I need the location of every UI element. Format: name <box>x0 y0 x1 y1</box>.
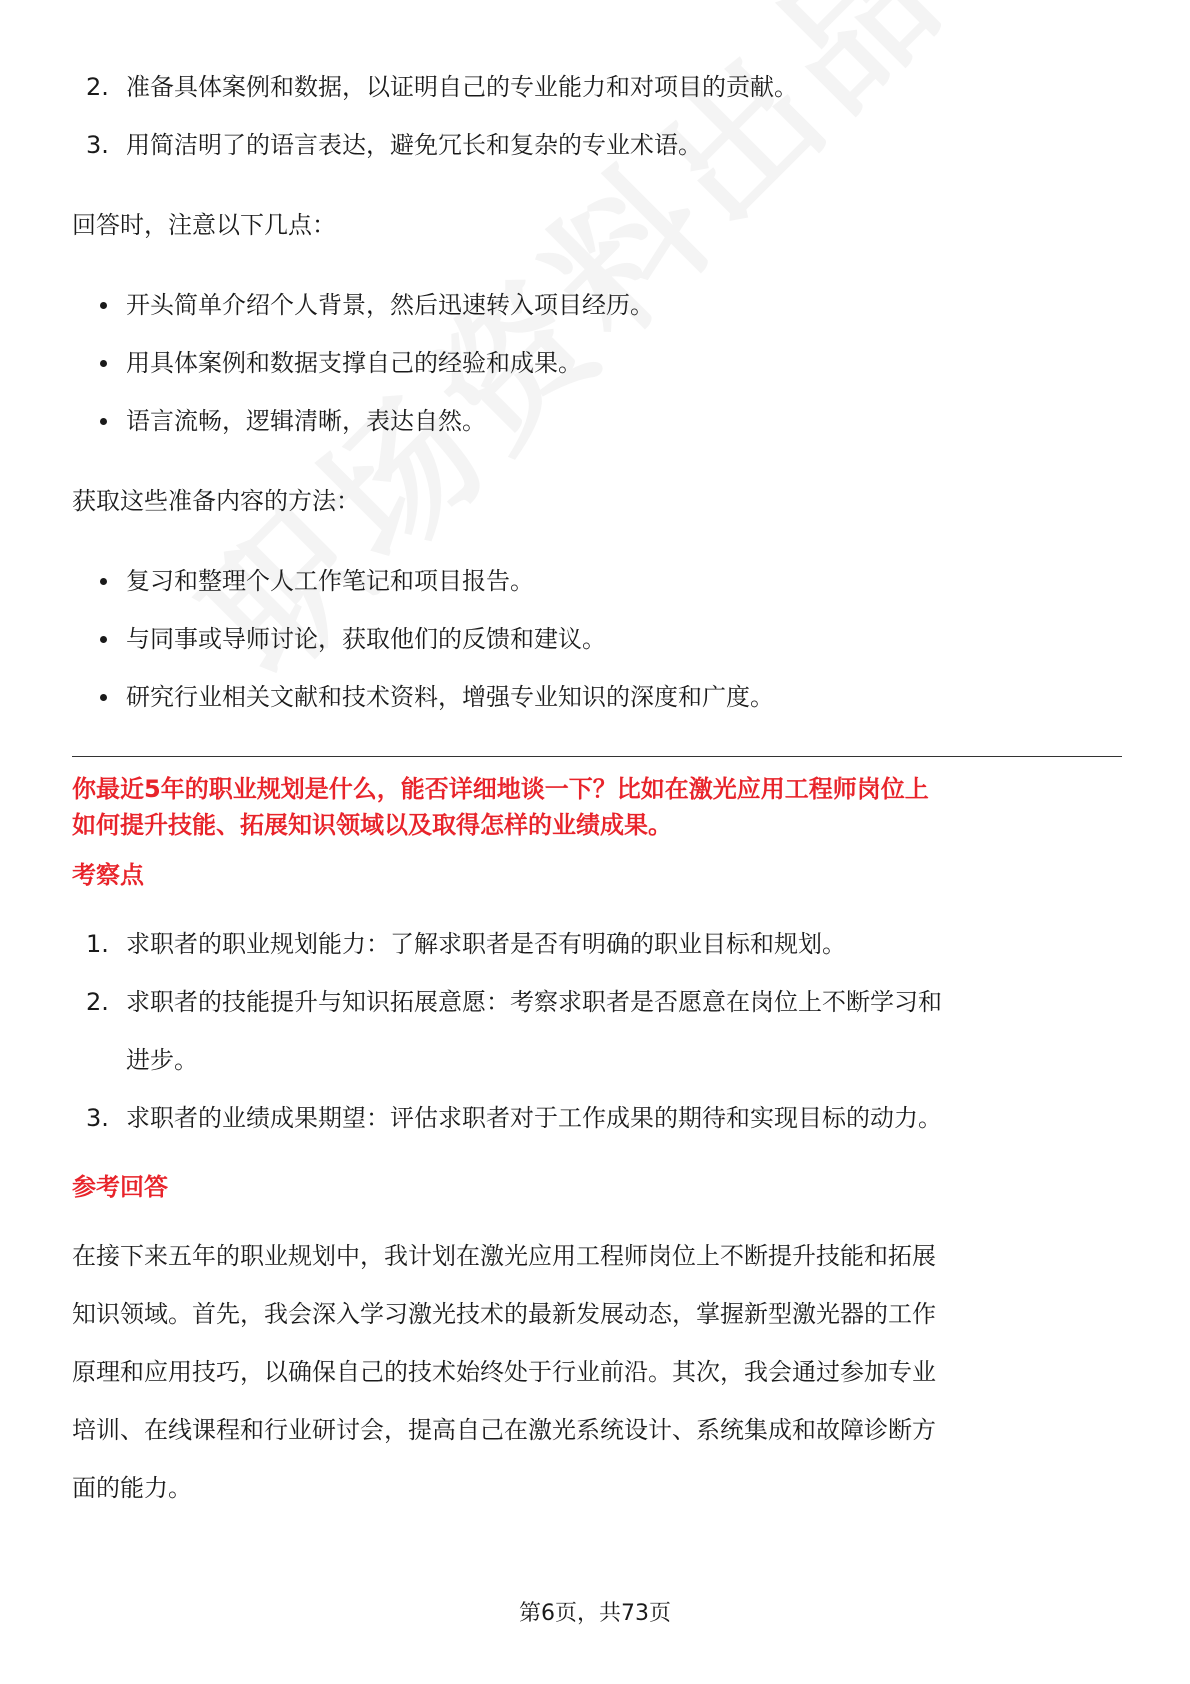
exam-points-list <box>72 915 1122 1147</box>
list-item <box>72 1089 1122 1147</box>
list-number: 1. <box>86 930 109 958</box>
attention-heading: 回答时，注意以下几点： <box>72 211 336 239</box>
bullet-icon <box>100 360 107 367</box>
list-item-text: 复习和整理个人工作笔记和项目报告。 <box>126 567 534 595</box>
list-item-text: 研究行业相关文献和技术资料，增强专业知识的深度和广度。 <box>126 683 774 711</box>
methods-bullet-list <box>72 552 1122 726</box>
list-item <box>72 973 1122 1089</box>
list-number: 3. <box>86 1104 109 1132</box>
list-item <box>72 334 1122 392</box>
list-item <box>72 392 1122 450</box>
list-item <box>72 552 1122 610</box>
methods-heading: 获取这些准备内容的方法： <box>72 487 360 515</box>
page-footer: 第6页，共73页 <box>519 1601 671 1626</box>
top-numbered-list <box>72 58 1122 174</box>
exam-points-heading: 考察点 <box>72 861 144 889</box>
answer-line: 在接下来五年的职业规划中，我计划在激光应用工程师岗位上不断提升技能和拓展 <box>72 1242 936 1270</box>
answer-line: 原理和应用技巧，以确保自己的技术始终处于行业前沿。其次，我会通过参加专业 <box>72 1358 936 1386</box>
bullet-icon <box>100 302 107 309</box>
list-item <box>72 276 1122 334</box>
list-number: 3. <box>86 131 109 159</box>
list-item-text: 求职者的技能提升与知识拓展意愿：考察求职者是否愿意在岗位上不断学习和 <box>126 988 942 1016</box>
answer-line: 培训、在线课程和行业研讨会，提高自己在激光系统设计、系统集成和故障诊断方 <box>72 1416 936 1444</box>
question-line-2: 如何提升技能、拓展知识领域以及取得怎样的业绩成果。 <box>72 811 672 839</box>
list-number: 2. <box>86 73 109 101</box>
answer-line: 知识领域。首先，我会深入学习激光技术的最新发展动态，掌握新型激光器的工作 <box>72 1300 936 1328</box>
reference-answer-body <box>72 1227 1122 1517</box>
answer-line: 面的能力。 <box>72 1474 192 1502</box>
attention-bullet-list <box>72 276 1122 450</box>
list-item-text-continued: 进步。 <box>126 1046 198 1074</box>
list-item-text: 求职者的业绩成果期望：评估求职者对于工作成果的期待和实现目标的动力。 <box>126 1104 942 1132</box>
list-item-text: 与同事或导师讨论，获取他们的反馈和建议。 <box>126 625 606 653</box>
bullet-icon <box>100 694 107 701</box>
list-item-text: 求职者的职业规划能力：了解求职者是否有明确的职业目标和规划。 <box>126 930 846 958</box>
question-line-1: 你最近5年的职业规划是什么，能否详细地谈一下？比如在激光应用工程师岗位上 <box>72 775 929 803</box>
list-item-text: 用具体案例和数据支撑自己的经验和成果。 <box>126 349 582 377</box>
bullet-icon <box>100 578 107 585</box>
list-item <box>72 58 1122 116</box>
bullet-icon <box>100 636 107 643</box>
section-divider <box>72 756 1122 757</box>
list-item <box>72 610 1122 668</box>
reference-answer-heading: 参考回答 <box>72 1173 168 1201</box>
list-item <box>72 668 1122 726</box>
list-item-text: 开头简单介绍个人背景，然后迅速转入项目经历。 <box>126 291 654 319</box>
question-title <box>72 771 1122 843</box>
page-content <box>72 58 1122 1517</box>
list-number: 2. <box>86 988 109 1016</box>
bullet-icon <box>100 418 107 425</box>
list-item-text: 语言流畅，逻辑清晰，表达自然。 <box>126 407 486 435</box>
list-item <box>72 116 1122 174</box>
list-item <box>72 915 1122 973</box>
list-item-text: 用简洁明了的语言表达，避免冗长和复杂的专业术语。 <box>126 131 702 159</box>
list-item-text: 准备具体案例和数据，以证明自己的专业能力和对项目的贡献。 <box>126 73 798 101</box>
